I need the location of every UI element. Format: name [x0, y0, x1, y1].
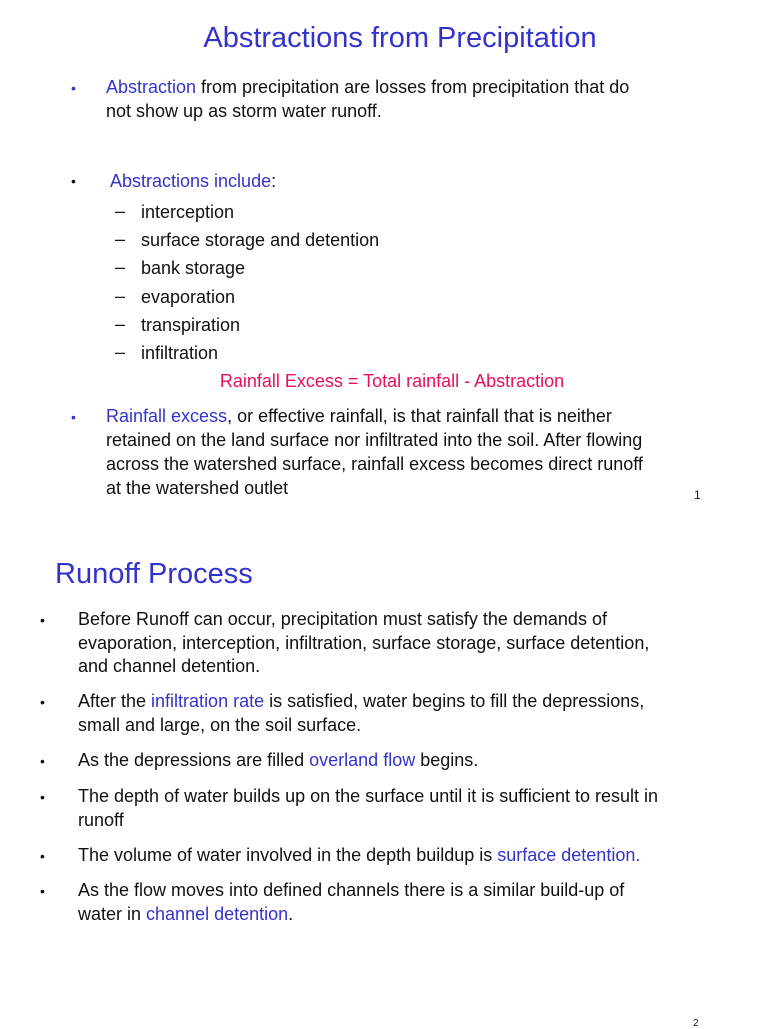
dash-marker: – — [115, 342, 126, 362]
bullet-dot: • — [71, 173, 76, 189]
list-item: evaporation — [141, 287, 236, 307]
dash-marker: – — [115, 286, 126, 306]
term-overland-flow: overland flow — [309, 750, 416, 770]
page-number-partial: 2 — [693, 1018, 699, 1029]
slide-title: Runoff Process — [55, 558, 253, 590]
dash-marker: – — [115, 257, 126, 277]
list-item: bank storage — [141, 258, 246, 278]
bullet-rainfall-excess: Rainfall excess, or effective rainfall, is that rainfall that is neither retained on the land surface nor infiltrated into the soil. After flowing across the watershed surface, rainfall excess becomes direct runoff at the watershed outlet — [106, 406, 643, 498]
term-surface-detention: surface detention. — [497, 845, 641, 865]
bullet-channel-detention: As the flow moves into defined channels there is a similar build-up of water in channel detention. — [78, 880, 625, 924]
list-item: interception — [141, 202, 235, 222]
bullet-dot: • — [71, 409, 76, 425]
slide-title: Abstractions from Precipitation — [203, 22, 597, 54]
term-channel-detention: channel detention — [146, 903, 289, 924]
bullet-infiltration-rate: After the infiltration rate is satisfied, water begins to fill the depressions, small and large, on the soil surface. — [78, 691, 645, 735]
bullet-dot: • — [40, 848, 45, 864]
dash-marker: – — [115, 314, 126, 334]
term-infiltration-rate: infiltration rate — [151, 691, 265, 711]
bullet-dot: • — [40, 694, 45, 710]
bullet-dot: • — [40, 753, 45, 769]
term-abstractions-include: Abstractions include — [110, 171, 272, 191]
rainfall-excess-equation: Rainfall Excess = Total rainfall - Abstraction — [219, 371, 565, 391]
dash-marker: – — [115, 201, 126, 221]
bullet-overland-flow: As the depressions are filled overland flow begins. — [78, 750, 479, 770]
bullet-dot: • — [71, 80, 76, 96]
bullet-before-runoff: Before Runoff can occur, precipitation must satisfy the demands of evaporation, interception, infiltration, surface storage, surface detention, and channel detention. — [78, 609, 650, 676]
list-item: infiltration — [141, 343, 219, 363]
bullet-dot: • — [40, 612, 45, 628]
slide-runoff-process — [0, 520, 768, 1029]
term-abstraction: Abstraction — [106, 77, 197, 97]
bullet-surface-detention: The volume of water involved in the depth buildup is surface detention. — [78, 845, 641, 865]
term-rainfall-excess: Rainfall excess — [106, 406, 228, 426]
dash-marker: – — [115, 229, 126, 249]
bullet-abstractions-include: Abstractions include: — [110, 171, 277, 191]
bullet-depth-of-water: The depth of water builds up on the surface until it is sufficient to result in runoff — [78, 786, 658, 830]
bullet-abstraction-definition: Abstraction from precipitation are losses from precipitation that do not show up as storm water runoff. — [106, 77, 630, 121]
bullet-dot: • — [40, 789, 45, 805]
list-item: surface storage and detention — [141, 230, 380, 250]
bullet-dot: • — [40, 883, 45, 899]
page-number: 1 — [694, 488, 701, 502]
list-item: transpiration — [141, 315, 241, 335]
